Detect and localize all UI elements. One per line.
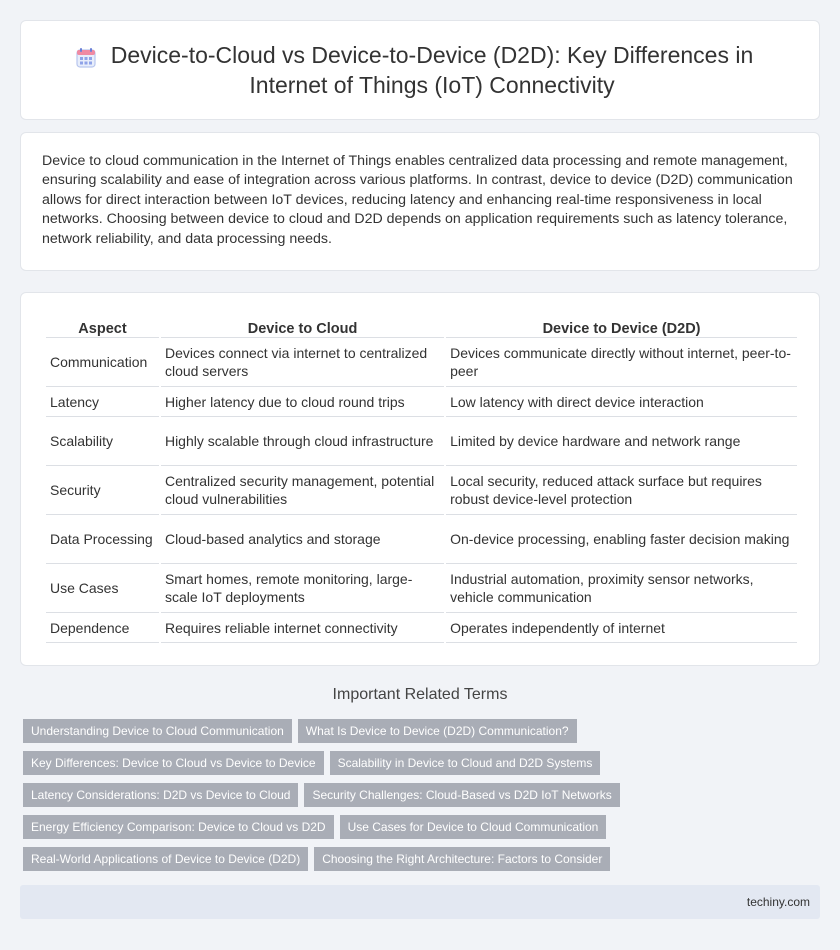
comparison-table-card [20, 292, 820, 666]
tag-row [23, 847, 823, 871]
related-term-link[interactable]: Scalability in Device to Cloud and D2D Systems [330, 751, 601, 775]
header-device-to-cloud: Device to Cloud [161, 316, 444, 338]
related-term-link[interactable]: Key Differences: Device to Cloud vs Device to Device [23, 751, 324, 775]
related-terms-list [23, 719, 823, 879]
related-term-link[interactable]: Energy Efficiency Comparison: Device to Cloud vs D2D [23, 815, 334, 839]
cell-device-to-cloud: Centralized security management, potential cloud vulnerabilities [161, 466, 444, 515]
header-device-to-device: Device to Device (D2D) [446, 316, 797, 338]
related-term-link[interactable]: Understanding Device to Cloud Communication [23, 719, 292, 743]
page-title: Device-to-Cloud vs Device-to-Device (D2D): Key Differences in Internet of Things (IoT) Connectivity [110, 42, 754, 98]
header-aspect: Aspect [46, 316, 159, 338]
cell-device-to-device: Operates independently of internet [446, 613, 797, 643]
cell-device-to-cloud: Cloud-based analytics and storage [161, 515, 444, 564]
tag-row [23, 751, 823, 775]
related-term-link[interactable]: What Is Device to Device (D2D) Communication? [298, 719, 577, 743]
related-term-link[interactable]: Real-World Applications of Device to Device (D2D) [23, 847, 308, 871]
comparison-table [44, 316, 799, 643]
intro-card [20, 132, 820, 271]
related-term-link[interactable]: Use Cases for Device to Cloud Communication [340, 815, 607, 839]
cell-device-to-cloud: Devices connect via internet to centralized cloud servers [161, 338, 444, 387]
table-row [46, 466, 797, 515]
table-row [46, 387, 797, 417]
cell-device-to-device: On-device processing, enabling faster decision making [446, 515, 797, 564]
intro-paragraph: Device to cloud communication in the Internet of Things enables centralized data processing and remote management, ensuring scalability and ease of integration across various platforms. In contrast, device to device (D2D) communication allows for direct interaction between IoT devices, reducing latency and enhancing real-time responsiveness in local networks. Choosing between device to cloud and D2D depends on application requirements such as latency tolerance, network reliability, and data processing needs. [42, 153, 793, 247]
cell-device-to-cloud: Highly scalable through cloud infrastructure [161, 417, 444, 466]
tag-row [23, 815, 823, 839]
cell-aspect: Dependence [46, 613, 159, 643]
footer [20, 885, 820, 919]
tag-row [23, 719, 823, 743]
cell-device-to-cloud: Requires reliable internet connectivity [161, 613, 444, 643]
cell-device-to-device: Low latency with direct device interaction [446, 387, 797, 417]
cell-aspect: Use Cases [46, 564, 159, 613]
table-row [46, 417, 797, 466]
cell-device-to-cloud: Higher latency due to cloud round trips [161, 387, 444, 417]
cell-device-to-device: Limited by device hardware and network range [446, 417, 797, 466]
cell-aspect: Data Processing [46, 515, 159, 564]
related-terms-heading: Important Related Terms [332, 686, 508, 703]
cell-aspect: Communication [46, 338, 159, 387]
cell-aspect: Security [46, 466, 159, 515]
cell-aspect: Latency [46, 387, 159, 417]
related-term-link[interactable]: Security Challenges: Cloud-Based vs D2D IoT Networks [304, 783, 619, 807]
title-card [20, 20, 820, 120]
cell-aspect: Scalability [46, 417, 159, 466]
table-header-row [46, 316, 797, 338]
table-row [46, 515, 797, 564]
cell-device-to-device: Devices communicate directly without internet, peer-to-peer [446, 338, 797, 387]
tag-row [23, 783, 823, 807]
cell-device-to-cloud: Smart homes, remote monitoring, large-scale IoT deployments [161, 564, 444, 613]
cell-device-to-device: Industrial automation, proximity sensor networks, vehicle communication [446, 564, 797, 613]
cell-device-to-device: Local security, reduced attack surface but requires robust device-level protection [446, 466, 797, 515]
footer-brand[interactable]: techiny.com [746, 895, 810, 909]
related-term-link[interactable]: Choosing the Right Architecture: Factors to Consider [314, 847, 610, 871]
table-row [46, 338, 797, 387]
table-row [46, 613, 797, 643]
related-term-link[interactable]: Latency Considerations: D2D vs Device to Cloud [23, 783, 298, 807]
table-row [46, 564, 797, 613]
